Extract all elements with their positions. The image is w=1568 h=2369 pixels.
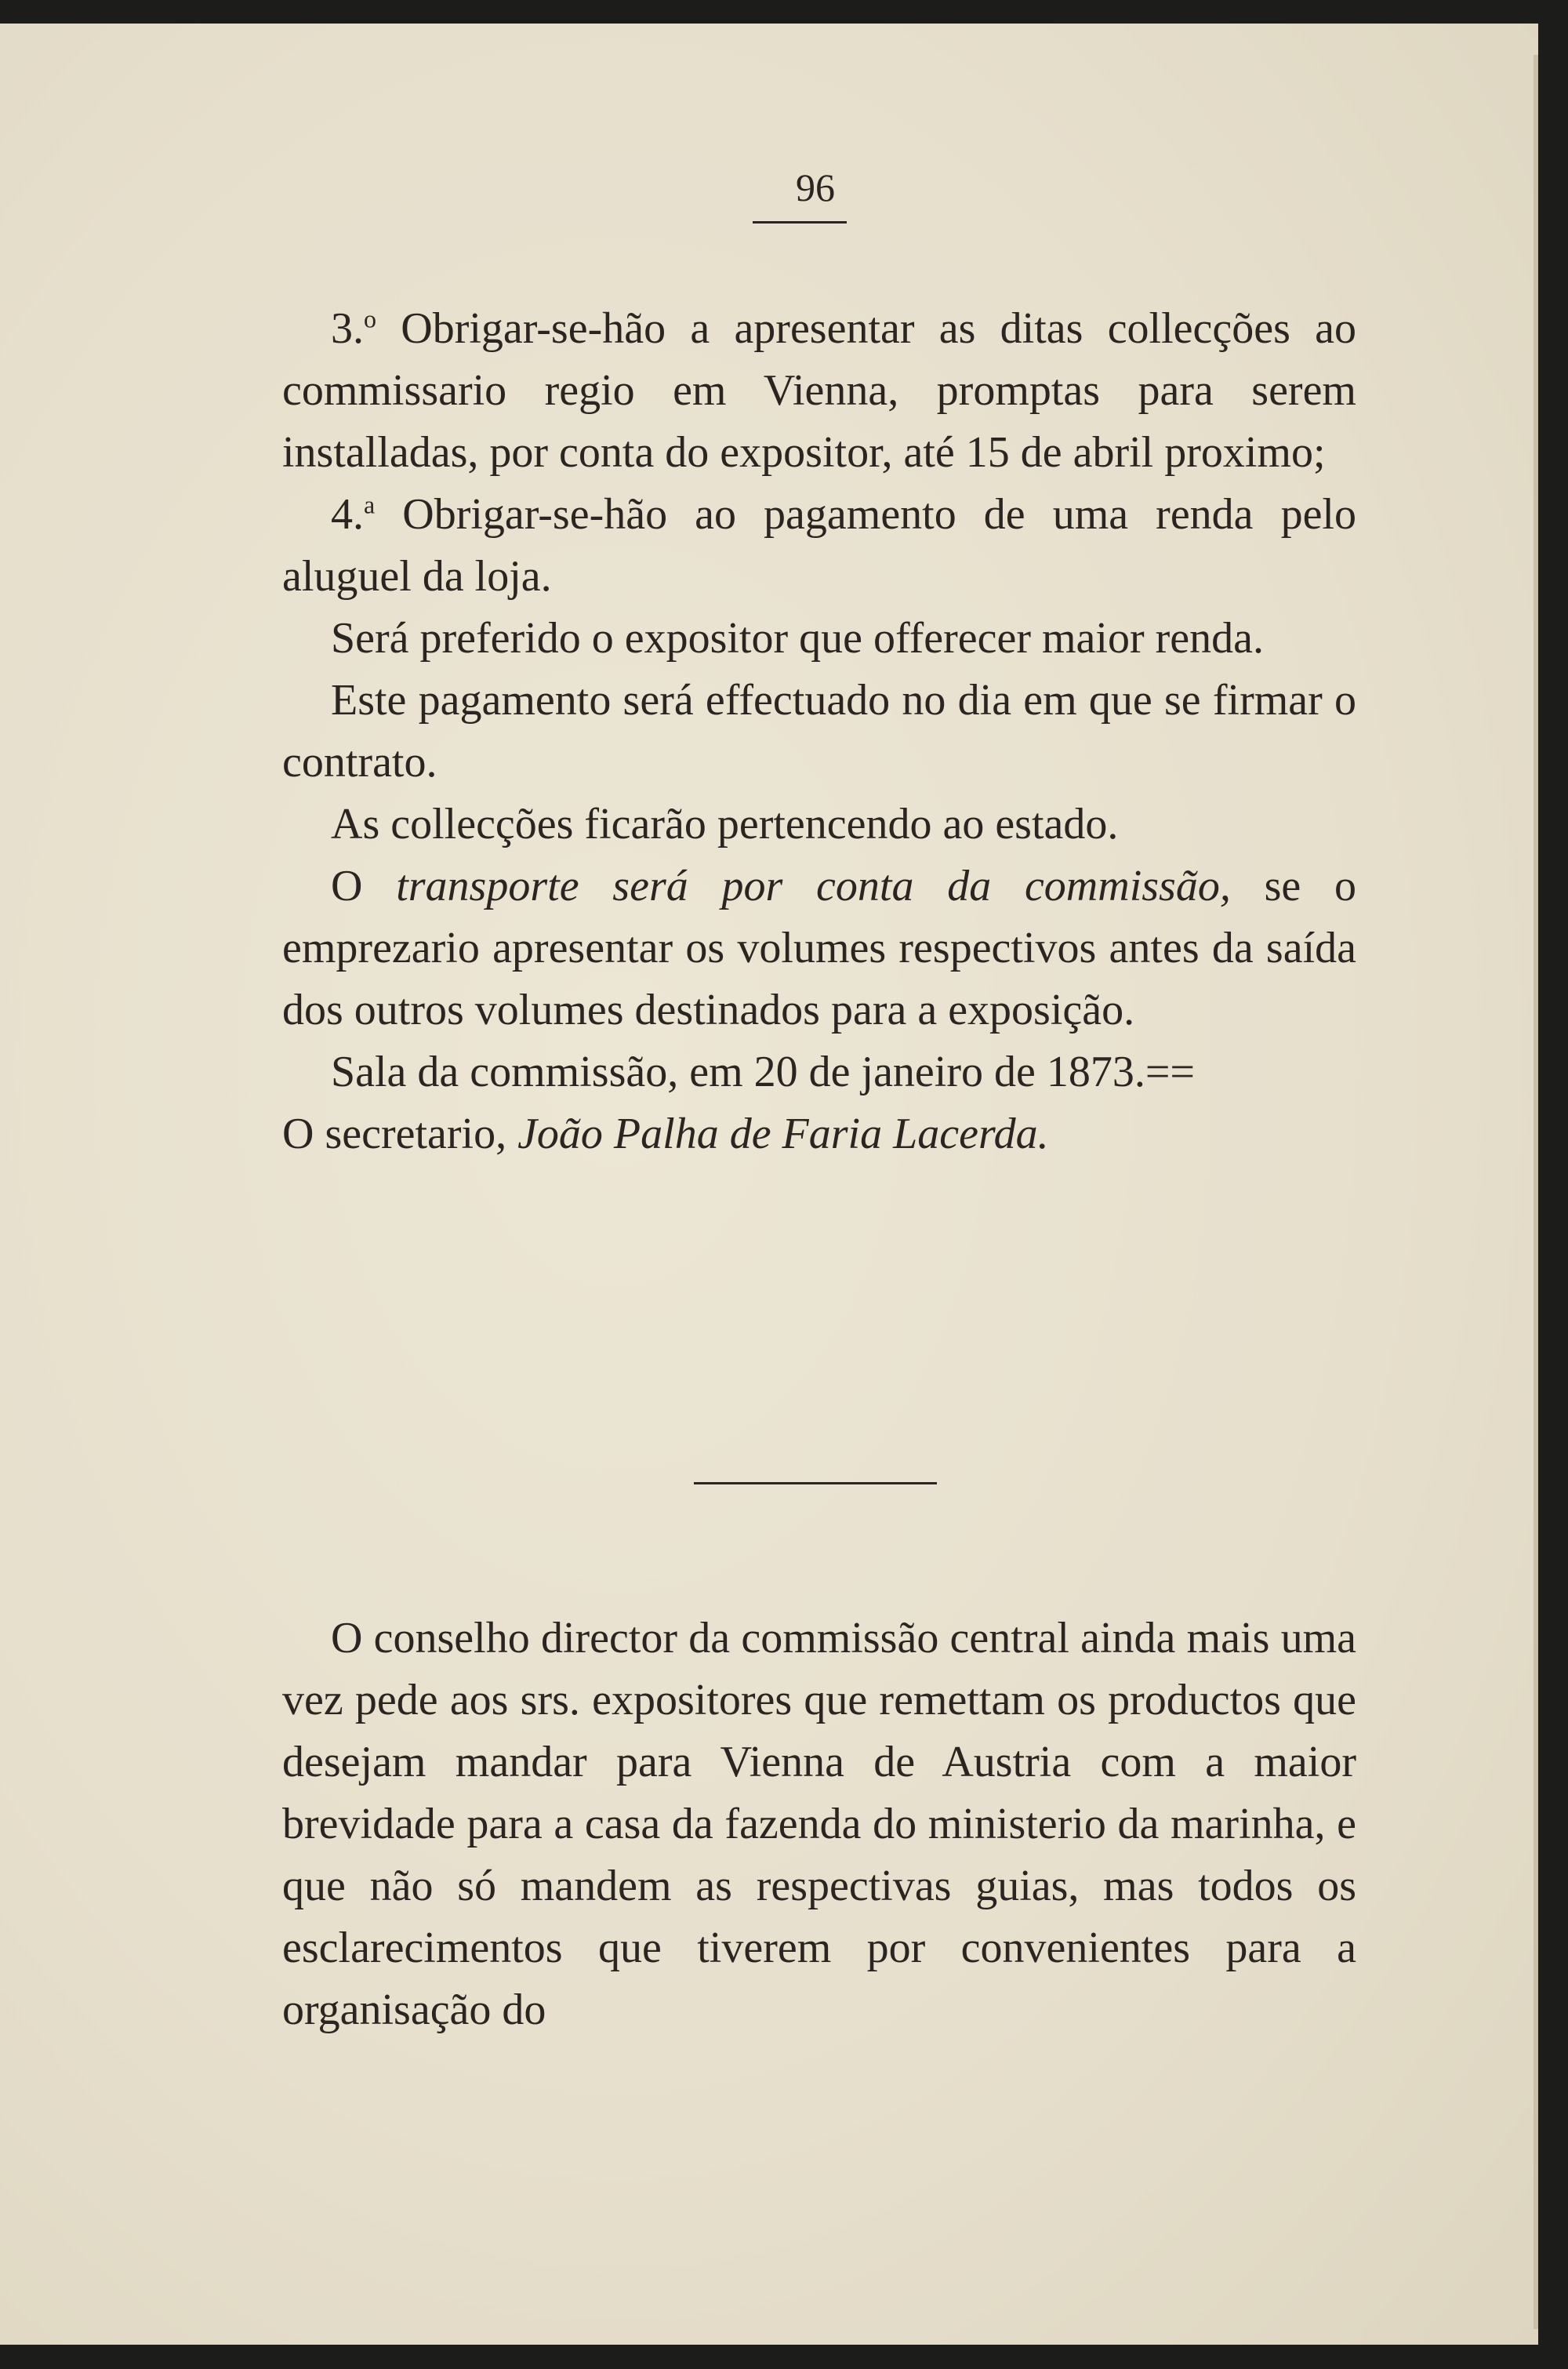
paragraph-conselho: O conselho director da commissão central ainda mais uma vez pede aos srs. expositores que remettam os productos que desejam mandar para Vienna de Austria com a maior brevidade para a casa da fazenda do ministerio da marinha, e que não só mandem as respectivas guias, mas todos os esclarecimentos que tiverem por convenientes para a organisação do bbox=[282, 1614, 1356, 2034]
item-4-number: 4. bbox=[331, 490, 364, 539]
paragraph-transporte bbox=[282, 856, 1356, 1041]
paragraph-pagamento: Este pagamento será effectuado no dia em que se firmar o contrato. bbox=[282, 676, 1356, 787]
transporte-start: O bbox=[331, 862, 397, 910]
item-3-text: Obrigar-se-hão a apresentar as ditas collecções ao commissario regio em Vienna, promptas para serem installadas, por conta do expositor, até 15 de abril proximo; bbox=[282, 304, 1356, 477]
paragraph-item-4 bbox=[282, 484, 1356, 608]
transporte-rest: se o emprezario apresentar os volumes respectivos antes da saída dos outros volumes destinados para a exposição. bbox=[282, 862, 1356, 1034]
item-4-text: Obrigar-se-hão ao pagamento de uma renda pelo aluguel da loja. bbox=[282, 490, 1356, 601]
paragraph-item-3 bbox=[282, 298, 1356, 484]
paragraph-preferido: Será preferido o expositor que offerecer maior renda. bbox=[331, 614, 1264, 663]
text-block-conselho bbox=[282, 1608, 1356, 2041]
paragraph-colleccoes: As collecções ficarão pertencendo ao estado. bbox=[331, 800, 1119, 848]
page-edge bbox=[1534, 55, 1538, 2329]
item-3-number: 3. bbox=[331, 304, 364, 353]
section-separator bbox=[694, 1482, 937, 1484]
text-block-conditions bbox=[282, 298, 1356, 1165]
paragraph-sala: Sala da commissão, em 20 de janeiro de 1873.== bbox=[331, 1048, 1196, 1096]
secretario-name: João Palha de Faria Lacerda. bbox=[517, 1110, 1049, 1158]
item-4-ordinal: a bbox=[364, 490, 376, 519]
page-number-rule bbox=[753, 221, 847, 223]
page-number: 96 bbox=[796, 165, 835, 209]
paragraph-secretario bbox=[282, 1103, 1356, 1165]
secretario-prefix: O secretario, bbox=[282, 1110, 518, 1158]
transporte-italic: transporte será por conta da commissão, bbox=[396, 862, 1231, 910]
item-3-ordinal: o bbox=[364, 304, 376, 333]
